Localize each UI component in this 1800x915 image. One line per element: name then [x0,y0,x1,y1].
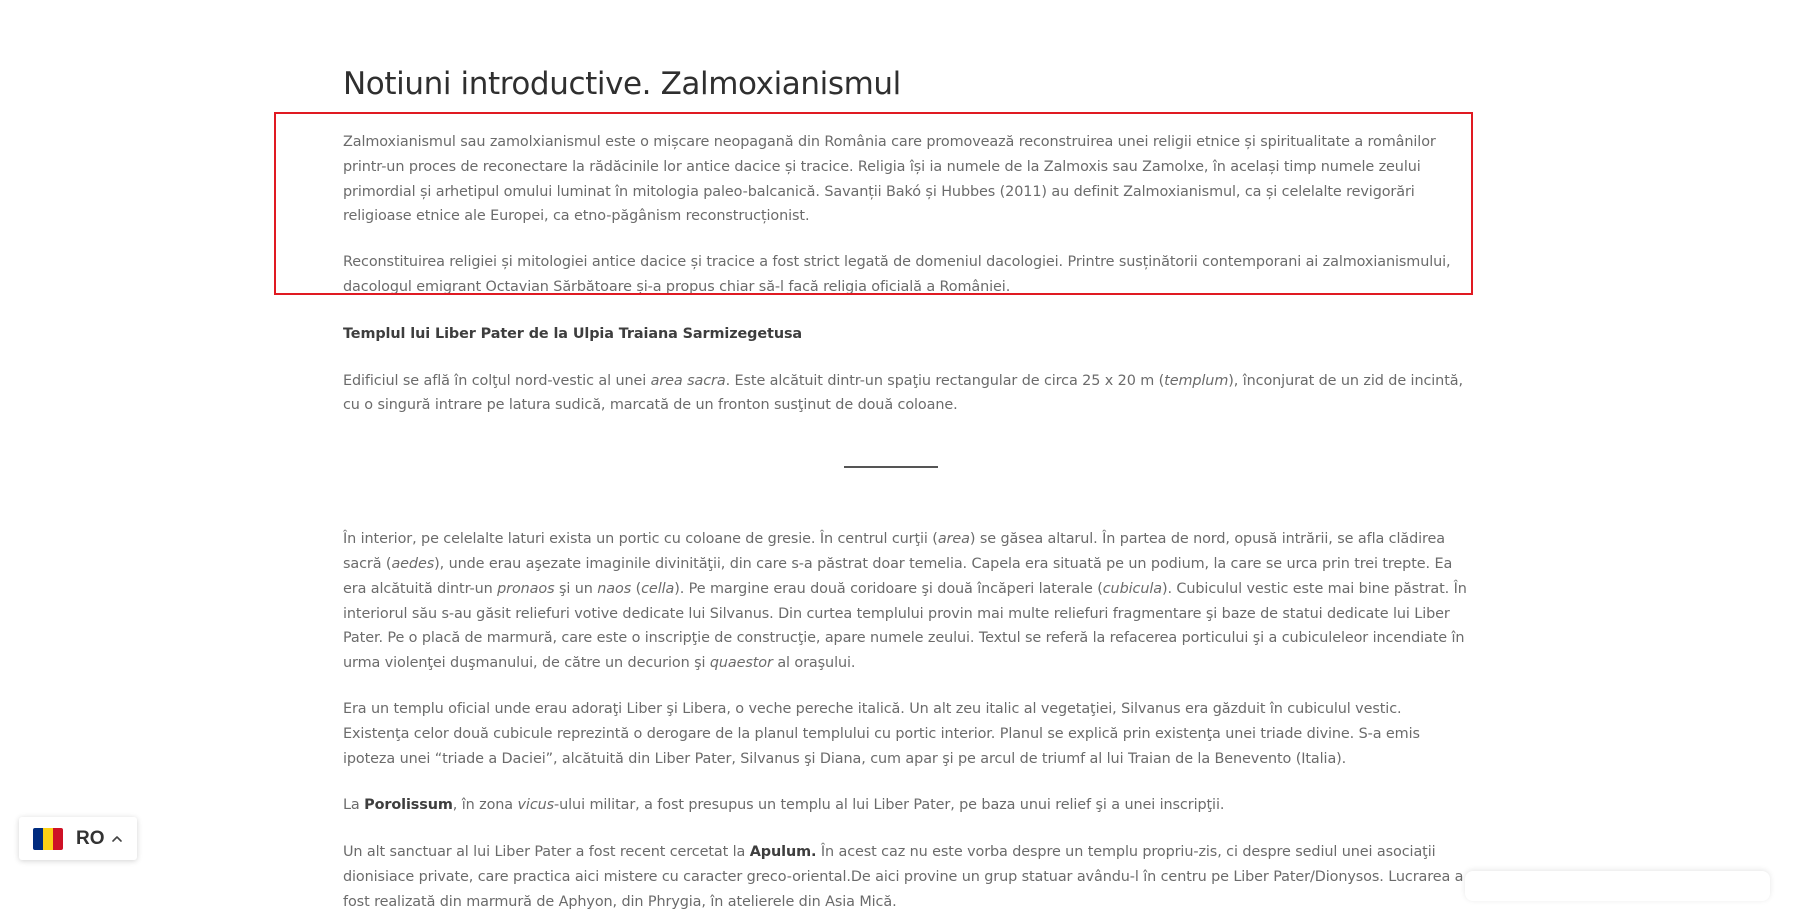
page-title: Notiuni introductive. Zalmoxianismul [343,66,901,102]
interior-paragraph: În interior, pe celelalte laturi exista un portic cu coloane de gresie. În centrul curţii (area) se găsea altarul. În partea de nord, opusă intrării, se afla clădirea sacră (aedes), unde erau aşezate imaginile divinităţii, din care s-a păstrat doar temelia. Capela era situată pe un podium, la care se urca prin trei trepte. Ea era alcătuită dintr-un pronaos şi un naos (cella). Pe margine erau două coridoare şi două încăperi laterale (cubicula). Cubiculul vestic este mai bine păstrat. În interiorul său s-au găsit reliefuri votive dedicate lui Silvanus. Din curtea templului provin mai multe reliefuri fragmentare şi baze de statui dedicate lui Liber Pater. Pe o placă de marmură, care este o inscripţie de construcţie, apare numele zeului. Textul se referă la refacerea porticului şi a cubiculeleor incendiate în urma violenţei duşmanului, de către un decurion şi quaestor al oraşului. [343,531,1467,672]
chevron-up-icon [111,833,123,845]
corner-widget[interactable] [1465,871,1770,901]
intro-paragraph-1: Zalmoxianismul sau zamolxianismul este o mișcare neopagană din România care promovează reconstruirea unei religii etnice și spiritualitate a românilor printr-un proces de reconectare la rădăcinile lor antice dacice și tracice. Religia își ia numele de la Zalmoxis sau Zamolxe, în același timp numele zeului primordial și arhetipul omului luminat în mitologia paleo-balcanică. Savanții Bakó și Hubbes (2011) au definit Zalmoxianismul, ca și celelalte revigorări religioase etnice ale Europei, ca etno-păgânism reconstrucționist. [343,134,1436,225]
section-heading: Templul lui Liber Pater de la Ulpia Traiana Sarmizegetusa [343,325,803,342]
porolissum-paragraph: La Porolissum, în zona vicus-ului militar, a fost presupus un templu al lui Liber Pater, pe baza unui relief şi a unei inscripţii. [343,797,1225,814]
flag-stripe-red [53,828,63,850]
language-switcher[interactable] [19,817,137,860]
romania-flag-icon [33,828,63,850]
section-divider [844,466,938,468]
article [343,58,1468,915]
flag-stripe-blue [33,828,43,850]
official-temple-paragraph: Era un templu oficial unde erau adoraţi Liber şi Libera, o veche pereche italică. Un alt zeu italic al vegetaţiei, Silvanus era găzduit în cubiculul vestic. Existenţa celor două cubicule reprezintă o derogare de la planul templului cu portic interior. Planul se explică prin existenţa unei triade divine. S-a emis ipoteza unei “triade a Daciei”, alcătuită din Liber Pater, Silvanus şi Diana, cum apar şi pe arcul de triumf al lui Traian de la Benevento (Italia). [343,700,1420,767]
intro-paragraph-2: Reconstituirea religiei și mitologiei antice dacice și tracice a fost strict legată de domeniul dacologiei. Printre susținătorii contemporani ai zalmoxianismului, dacologul emigrant Octavian Sărbătoare și-a propus chiar să-l facă religia oficială a României. [343,254,1451,295]
language-code: RO [76,827,105,849]
flag-stripe-yellow [43,828,53,850]
apulum-paragraph: Un alt sanctuar al lui Liber Pater a fost recent cercetat la Apulum. În acest caz nu este vorba despre un templu propriu-zis, ci despre sediul unei asociaţii dionisiace private, care practica aici mistere cu caracter greco-oriental.De aici provine un grup statuar avându-l în centru pe Liber Pater/Dionysos. Lucrarea a fost realizată din marmură de Aphyon, din Phrygia, în atelierele din Asia Mică. [343,844,1464,910]
temple-paragraph: Edificiul se află în colţul nord-vestic al unei area sacra. Este alcătuit dintr-un spaţiu rectangular de circa 25 x 20 m (templum), înconjurat de un zid de incintă, cu o singură intrare pe latura sudică, marcată de un fronton susţinut de două coloane. [343,372,1463,414]
